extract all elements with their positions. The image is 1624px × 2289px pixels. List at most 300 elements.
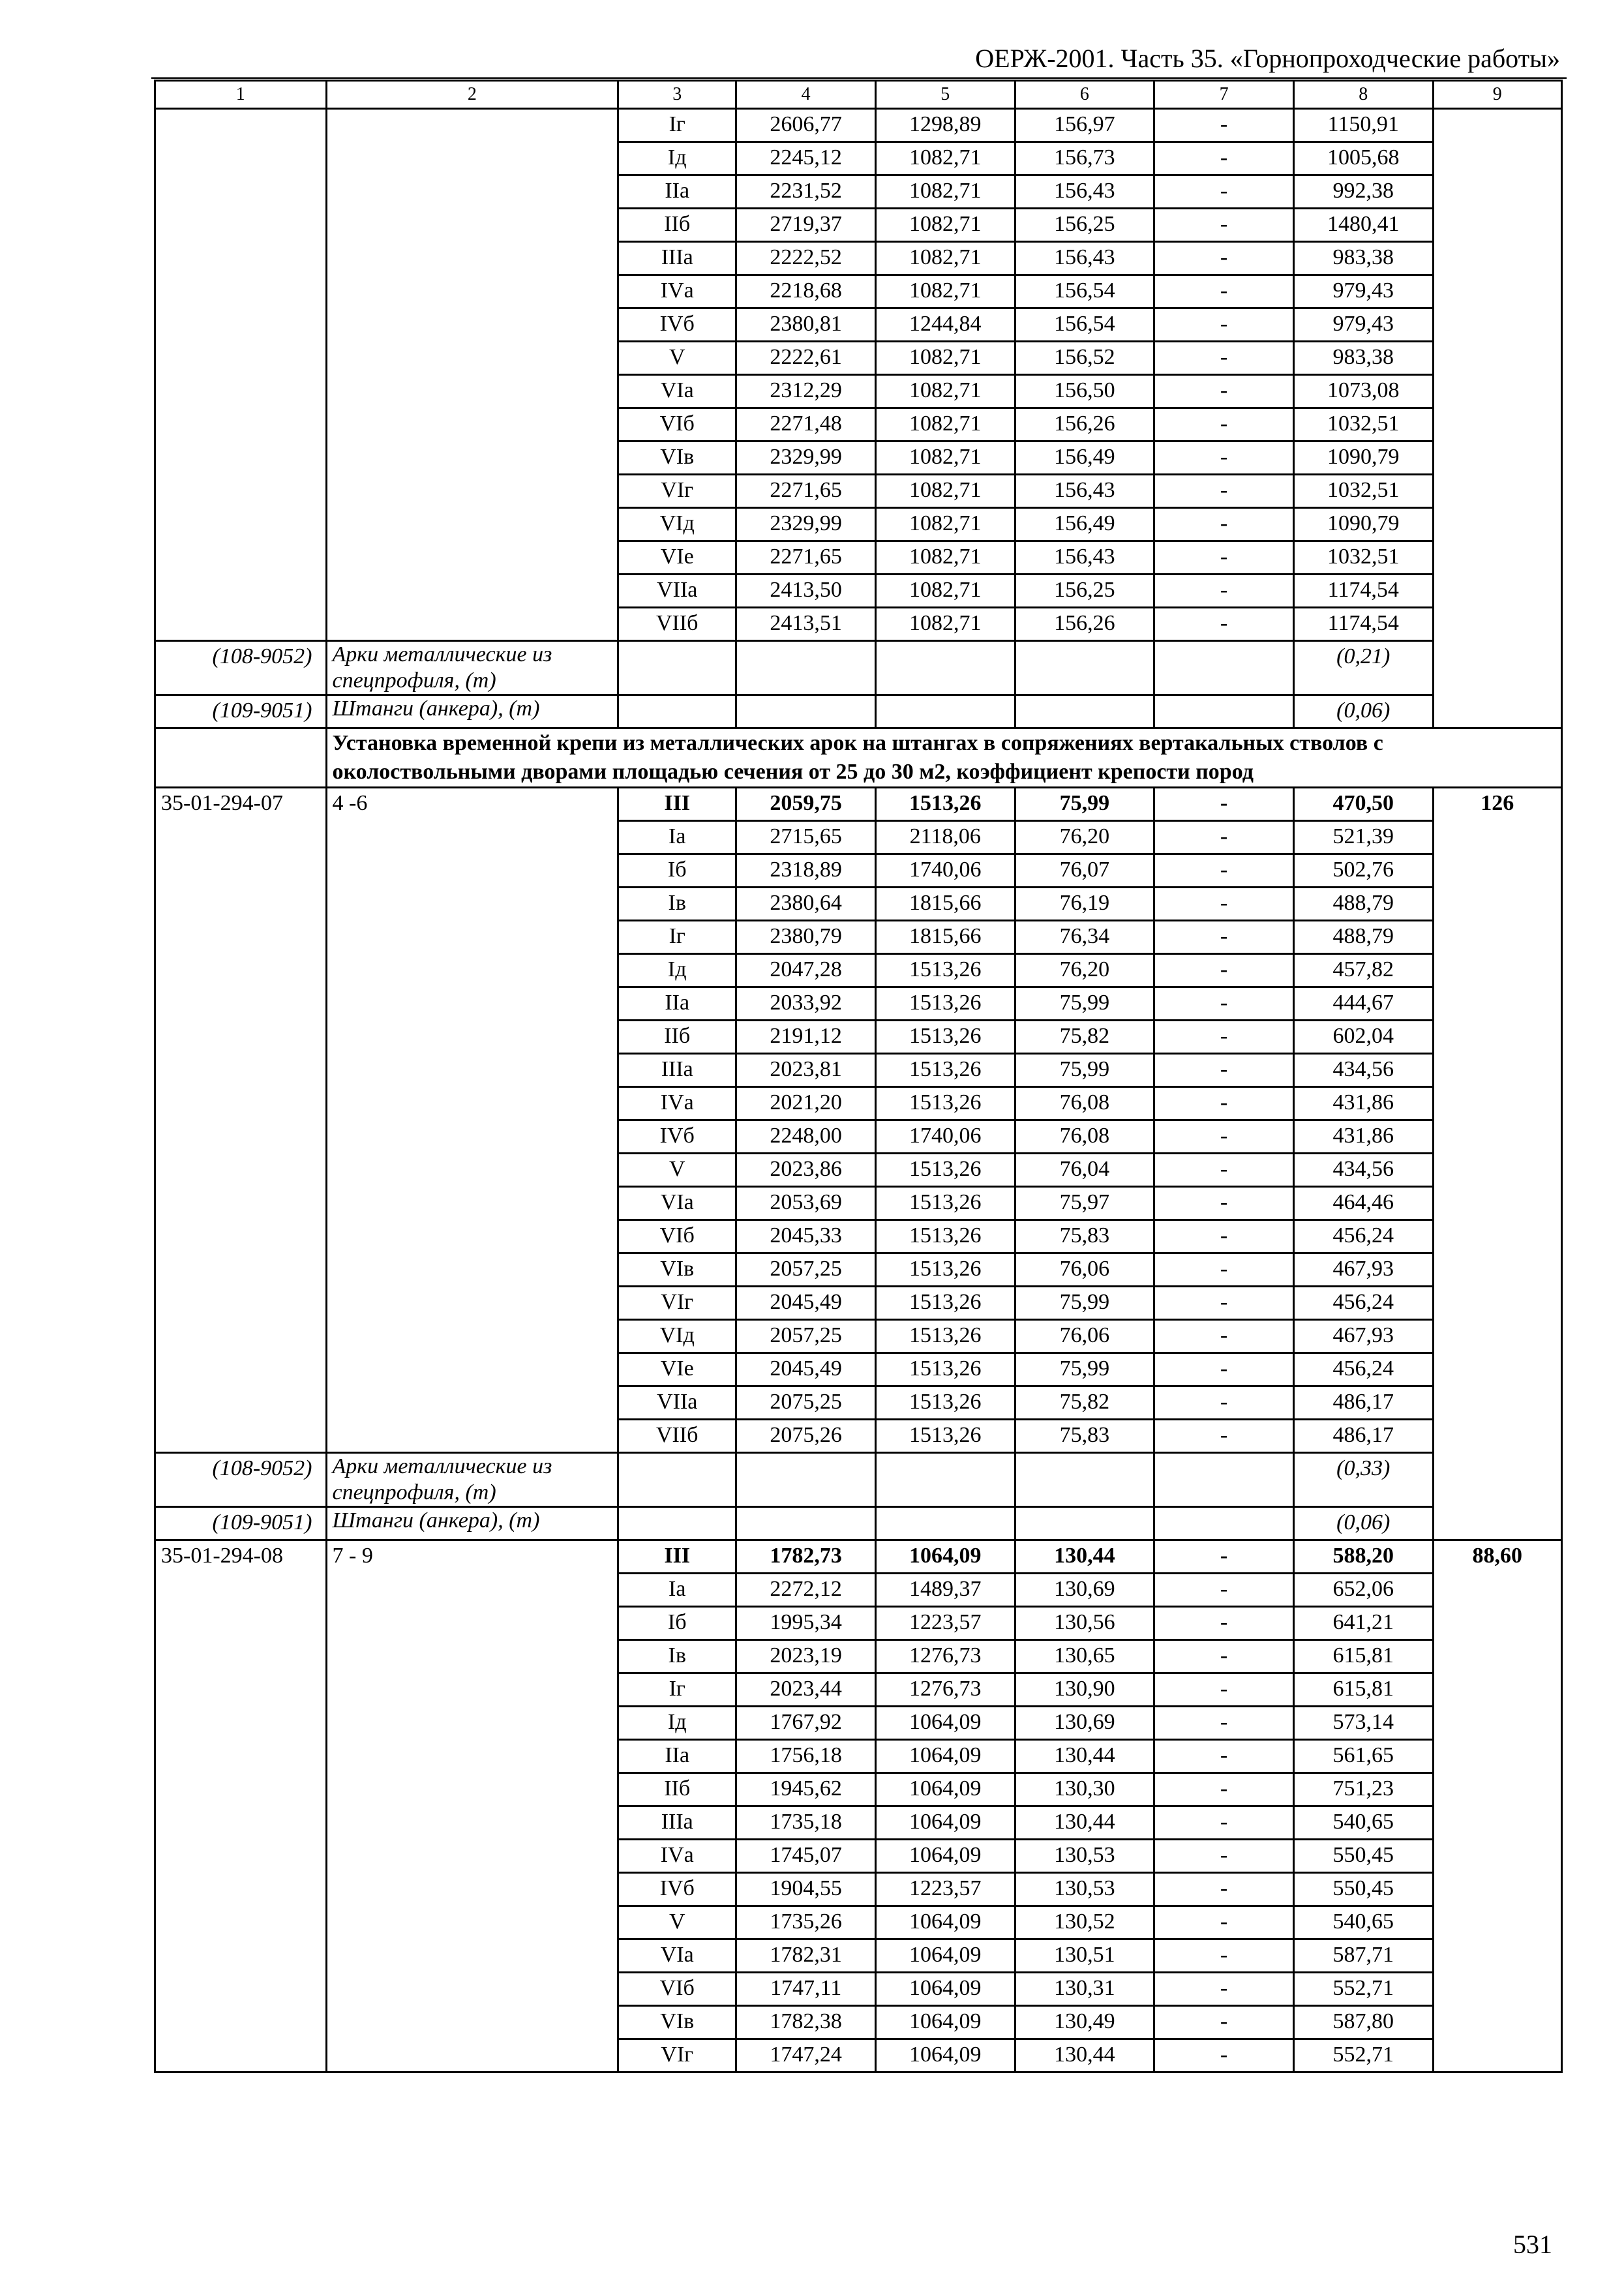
value-cell: 130,44 bbox=[1015, 1740, 1154, 1773]
column-number: 3 bbox=[618, 81, 736, 109]
index-cell: IVб bbox=[618, 1873, 736, 1906]
value-cell: - bbox=[1154, 1386, 1294, 1420]
value-cell: - bbox=[1154, 175, 1294, 209]
value-cell: 615,81 bbox=[1293, 1673, 1433, 1707]
index-cell: Iв bbox=[618, 888, 736, 921]
value-cell: 2380,79 bbox=[736, 921, 876, 954]
column-number: 8 bbox=[1293, 81, 1433, 109]
value-cell: 1082,71 bbox=[875, 508, 1015, 541]
value-cell: 464,46 bbox=[1293, 1187, 1433, 1220]
value-cell: 1513,26 bbox=[875, 788, 1015, 821]
value-cell: 75,83 bbox=[1015, 1420, 1154, 1453]
value-cell: 456,24 bbox=[1293, 1353, 1433, 1386]
col9-cell: 126 bbox=[1433, 788, 1561, 1540]
value-cell: 457,82 bbox=[1293, 954, 1433, 987]
empty-cell bbox=[1015, 641, 1154, 695]
value-cell: 1513,26 bbox=[875, 1420, 1015, 1453]
value-cell: 1945,62 bbox=[736, 1773, 876, 1806]
index-cell: VIд bbox=[618, 508, 736, 541]
value-cell: 1082,71 bbox=[875, 242, 1015, 275]
value-cell: - bbox=[1154, 921, 1294, 954]
value-cell: 488,79 bbox=[1293, 888, 1433, 921]
value-cell: 75,83 bbox=[1015, 1220, 1154, 1253]
empty-cell bbox=[1154, 1507, 1294, 1540]
value-cell: 156,73 bbox=[1015, 142, 1154, 175]
material-value: (0,06) bbox=[1293, 1507, 1433, 1540]
value-cell: 2719,37 bbox=[736, 209, 876, 242]
empty-cell bbox=[875, 1453, 1015, 1507]
value-cell: 130,44 bbox=[1015, 1540, 1154, 1574]
section-title: Установка временной крепи из металлических арок на штангах в сопряжениях вертакальных стволов с околоствольными дворами площадью сечения от 25 до 30 м2, коэффициент крепости пород bbox=[326, 728, 1562, 788]
index-cell: VIг bbox=[618, 2039, 736, 2072]
empty-cell bbox=[736, 641, 876, 695]
material-row bbox=[155, 695, 1562, 728]
index-cell: Iд bbox=[618, 142, 736, 175]
value-cell: 486,17 bbox=[1293, 1386, 1433, 1420]
value-cell: 1276,73 bbox=[875, 1673, 1015, 1707]
value-cell: 76,34 bbox=[1015, 921, 1154, 954]
index-cell: VIб bbox=[618, 1220, 736, 1253]
index-cell: VIе bbox=[618, 541, 736, 575]
value-cell: - bbox=[1154, 475, 1294, 508]
value-cell: 992,38 bbox=[1293, 175, 1433, 209]
index-cell: V bbox=[618, 342, 736, 375]
value-cell: - bbox=[1154, 888, 1294, 921]
value-cell: - bbox=[1154, 1220, 1294, 1253]
value-cell: 540,65 bbox=[1293, 1806, 1433, 1840]
value-cell: 76,04 bbox=[1015, 1154, 1154, 1187]
value-cell: 1745,07 bbox=[736, 1840, 876, 1873]
value-cell: - bbox=[1154, 1873, 1294, 1906]
value-cell: 76,20 bbox=[1015, 954, 1154, 987]
value-cell: 156,26 bbox=[1015, 608, 1154, 641]
index-cell: VIа bbox=[618, 1187, 736, 1220]
value-cell: - bbox=[1154, 1806, 1294, 1840]
value-cell: 2272,12 bbox=[736, 1574, 876, 1607]
value-cell: 1223,57 bbox=[875, 1873, 1015, 1906]
value-cell: 751,23 bbox=[1293, 1773, 1433, 1806]
value-cell: 2329,99 bbox=[736, 441, 876, 475]
value-cell: 75,99 bbox=[1015, 1054, 1154, 1087]
value-cell: - bbox=[1154, 1021, 1294, 1054]
index-cell: IIIа bbox=[618, 1806, 736, 1840]
page-number: 531 bbox=[1513, 2230, 1552, 2259]
value-cell: 456,24 bbox=[1293, 1287, 1433, 1320]
value-cell: 1090,79 bbox=[1293, 441, 1433, 475]
value-cell: - bbox=[1154, 209, 1294, 242]
value-cell: 983,38 bbox=[1293, 342, 1433, 375]
value-cell: 76,06 bbox=[1015, 1253, 1154, 1287]
value-cell: - bbox=[1154, 1640, 1294, 1673]
value-cell: 1082,71 bbox=[875, 209, 1015, 242]
column-number: 7 bbox=[1154, 81, 1294, 109]
value-cell: 130,44 bbox=[1015, 1806, 1154, 1840]
column-number: 5 bbox=[875, 81, 1015, 109]
material-code: (108-9052) bbox=[155, 1453, 327, 1507]
value-cell: 1064,09 bbox=[875, 1740, 1015, 1773]
value-cell: 75,82 bbox=[1015, 1021, 1154, 1054]
value-cell: 1747,11 bbox=[736, 1973, 876, 2006]
value-cell: - bbox=[1154, 275, 1294, 308]
empty-cell bbox=[1015, 1453, 1154, 1507]
empty-cell bbox=[1154, 695, 1294, 728]
index-cell: VIб bbox=[618, 1973, 736, 2006]
value-cell: 2218,68 bbox=[736, 275, 876, 308]
value-cell: 2023,81 bbox=[736, 1054, 876, 1087]
index-cell: IVб bbox=[618, 1120, 736, 1154]
value-cell: - bbox=[1154, 2006, 1294, 2039]
value-cell: 1735,26 bbox=[736, 1906, 876, 1939]
value-cell: 2059,75 bbox=[736, 788, 876, 821]
value-cell: 1276,73 bbox=[875, 1640, 1015, 1673]
value-cell: - bbox=[1154, 508, 1294, 541]
value-cell: 130,49 bbox=[1015, 2006, 1154, 2039]
value-cell: 1082,71 bbox=[875, 608, 1015, 641]
value-cell: 130,53 bbox=[1015, 1873, 1154, 1906]
value-cell: - bbox=[1154, 1540, 1294, 1574]
index-cell: VIе bbox=[618, 1353, 736, 1386]
col9-cell bbox=[1433, 109, 1561, 728]
description-cell bbox=[326, 109, 618, 641]
empty-cell bbox=[618, 1453, 736, 1507]
value-cell: 2318,89 bbox=[736, 854, 876, 888]
value-cell: 156,49 bbox=[1015, 508, 1154, 541]
index-cell: IIIа bbox=[618, 242, 736, 275]
code-cell bbox=[155, 109, 327, 641]
value-cell: - bbox=[1154, 1939, 1294, 1973]
value-cell: 1740,06 bbox=[875, 1120, 1015, 1154]
value-cell: - bbox=[1154, 1120, 1294, 1154]
value-cell: - bbox=[1154, 1973, 1294, 2006]
value-cell: 75,82 bbox=[1015, 1386, 1154, 1420]
value-cell: 1747,24 bbox=[736, 2039, 876, 2072]
value-cell: 1064,09 bbox=[875, 1973, 1015, 2006]
value-cell: 1815,66 bbox=[875, 888, 1015, 921]
material-name: Арки металлические из спецпрофиля, (т) bbox=[326, 1453, 618, 1507]
value-cell: 2606,77 bbox=[736, 109, 876, 142]
col9-cell: 88,60 bbox=[1433, 1540, 1561, 2072]
material-code: (109-9051) bbox=[155, 1507, 327, 1540]
value-cell: 1782,73 bbox=[736, 1540, 876, 1574]
value-cell: 2057,25 bbox=[736, 1320, 876, 1353]
value-cell: 156,50 bbox=[1015, 375, 1154, 408]
value-cell: - bbox=[1154, 1607, 1294, 1640]
column-number: 4 bbox=[736, 81, 876, 109]
empty-cell bbox=[1154, 1453, 1294, 1507]
value-cell: 550,45 bbox=[1293, 1873, 1433, 1906]
value-cell: 488,79 bbox=[1293, 921, 1433, 954]
value-cell: 76,08 bbox=[1015, 1087, 1154, 1120]
value-cell: 156,54 bbox=[1015, 275, 1154, 308]
value-cell: - bbox=[1154, 1840, 1294, 1873]
value-cell: 130,52 bbox=[1015, 1906, 1154, 1939]
value-cell: 130,30 bbox=[1015, 1773, 1154, 1806]
index-cell: III bbox=[618, 1540, 736, 1574]
value-cell: 521,39 bbox=[1293, 821, 1433, 854]
index-cell: IIа bbox=[618, 175, 736, 209]
value-cell: 2271,48 bbox=[736, 408, 876, 441]
value-cell: 2271,65 bbox=[736, 541, 876, 575]
value-cell: 2245,12 bbox=[736, 142, 876, 175]
column-number: 1 bbox=[155, 81, 327, 109]
value-cell: 1005,68 bbox=[1293, 142, 1433, 175]
value-cell: 156,43 bbox=[1015, 175, 1154, 209]
value-cell: 2033,92 bbox=[736, 987, 876, 1021]
value-cell: - bbox=[1154, 1574, 1294, 1607]
value-cell: 130,69 bbox=[1015, 1574, 1154, 1607]
value-cell: 434,56 bbox=[1293, 1054, 1433, 1087]
value-cell: 156,43 bbox=[1015, 242, 1154, 275]
value-cell: 130,69 bbox=[1015, 1707, 1154, 1740]
value-cell: 1032,51 bbox=[1293, 408, 1433, 441]
value-cell: 1513,26 bbox=[875, 1087, 1015, 1120]
value-cell: 1815,66 bbox=[875, 921, 1015, 954]
value-cell: 1513,26 bbox=[875, 987, 1015, 1021]
value-cell: - bbox=[1154, 1287, 1294, 1320]
value-cell: 1064,09 bbox=[875, 2039, 1015, 2072]
value-cell: 588,20 bbox=[1293, 1540, 1433, 1574]
value-cell: 979,43 bbox=[1293, 308, 1433, 342]
value-cell: - bbox=[1154, 608, 1294, 641]
material-value: (0,21) bbox=[1293, 641, 1433, 695]
index-cell: V bbox=[618, 1154, 736, 1187]
index-cell: VIIа bbox=[618, 1386, 736, 1420]
material-code: (109-9051) bbox=[155, 695, 327, 728]
value-cell: 561,65 bbox=[1293, 1740, 1433, 1773]
value-cell: 1032,51 bbox=[1293, 541, 1433, 575]
value-cell: 1174,54 bbox=[1293, 575, 1433, 608]
value-cell: 1174,54 bbox=[1293, 608, 1433, 641]
index-cell: IVа bbox=[618, 1840, 736, 1873]
page-header bbox=[151, 40, 1567, 79]
value-cell: 2118,06 bbox=[875, 821, 1015, 854]
value-cell: 1082,71 bbox=[875, 275, 1015, 308]
index-cell: Iг bbox=[618, 921, 736, 954]
column-number-row bbox=[155, 81, 1562, 109]
value-cell: 1064,09 bbox=[875, 1840, 1015, 1873]
value-cell: 641,21 bbox=[1293, 1607, 1433, 1640]
empty-cell bbox=[736, 1507, 876, 1540]
index-cell: Iг bbox=[618, 1673, 736, 1707]
value-cell: - bbox=[1154, 788, 1294, 821]
value-cell: 652,06 bbox=[1293, 1574, 1433, 1607]
index-cell: Iг bbox=[618, 109, 736, 142]
value-cell: - bbox=[1154, 1707, 1294, 1740]
value-cell: 2222,52 bbox=[736, 242, 876, 275]
value-cell: 2023,86 bbox=[736, 1154, 876, 1187]
value-cell: 76,08 bbox=[1015, 1120, 1154, 1154]
value-cell: 1064,09 bbox=[875, 1806, 1015, 1840]
value-cell: 2075,26 bbox=[736, 1420, 876, 1453]
material-row bbox=[155, 1507, 1562, 1540]
value-cell: 2413,51 bbox=[736, 608, 876, 641]
value-cell: 2023,19 bbox=[736, 1640, 876, 1673]
index-cell: IIб bbox=[618, 1021, 736, 1054]
empty-cell bbox=[875, 695, 1015, 728]
value-cell: 75,99 bbox=[1015, 788, 1154, 821]
value-cell: 1223,57 bbox=[875, 1607, 1015, 1640]
value-cell: 1082,71 bbox=[875, 575, 1015, 608]
value-cell: 76,19 bbox=[1015, 888, 1154, 921]
value-cell: - bbox=[1154, 854, 1294, 888]
material-row bbox=[155, 641, 1562, 695]
value-cell: 486,17 bbox=[1293, 1420, 1433, 1453]
hardness-cell: 7 - 9 bbox=[326, 1540, 618, 2072]
index-cell: VIIа bbox=[618, 575, 736, 608]
value-cell: 2231,52 bbox=[736, 175, 876, 209]
value-cell: 552,71 bbox=[1293, 2039, 1433, 2072]
value-cell: - bbox=[1154, 987, 1294, 1021]
value-cell: 2312,29 bbox=[736, 375, 876, 408]
value-cell: 587,80 bbox=[1293, 2006, 1433, 2039]
value-cell: - bbox=[1154, 1320, 1294, 1353]
value-cell: 2329,99 bbox=[736, 508, 876, 541]
index-cell: Iд bbox=[618, 1707, 736, 1740]
index-cell: IIа bbox=[618, 987, 736, 1021]
value-cell: 1032,51 bbox=[1293, 475, 1433, 508]
value-cell: 1064,09 bbox=[875, 1707, 1015, 1740]
value-cell: 1082,71 bbox=[875, 142, 1015, 175]
value-cell: 156,49 bbox=[1015, 441, 1154, 475]
value-cell: 76,07 bbox=[1015, 854, 1154, 888]
value-cell: 540,65 bbox=[1293, 1906, 1433, 1939]
value-cell: 156,25 bbox=[1015, 209, 1154, 242]
index-cell: IIб bbox=[618, 1773, 736, 1806]
value-cell: 2222,61 bbox=[736, 342, 876, 375]
index-cell: Iб bbox=[618, 1607, 736, 1640]
material-row bbox=[155, 1453, 1562, 1507]
table-row-main bbox=[155, 788, 1562, 821]
value-cell: - bbox=[1154, 1253, 1294, 1287]
index-cell: Iд bbox=[618, 954, 736, 987]
value-cell: 2380,81 bbox=[736, 308, 876, 342]
index-cell: VIIб bbox=[618, 1420, 736, 1453]
material-code: (108-9052) bbox=[155, 641, 327, 695]
value-cell: - bbox=[1154, 308, 1294, 342]
value-cell: 1995,34 bbox=[736, 1607, 876, 1640]
value-cell: - bbox=[1154, 1054, 1294, 1087]
index-cell: Iа bbox=[618, 821, 736, 854]
value-cell: 573,14 bbox=[1293, 1707, 1433, 1740]
value-cell: - bbox=[1154, 375, 1294, 408]
empty-cell bbox=[618, 695, 736, 728]
value-cell: 1064,09 bbox=[875, 1939, 1015, 1973]
value-cell: - bbox=[1154, 142, 1294, 175]
value-cell: 602,04 bbox=[1293, 1021, 1433, 1054]
value-cell: 156,52 bbox=[1015, 342, 1154, 375]
index-cell: VIд bbox=[618, 1320, 736, 1353]
value-cell: 1740,06 bbox=[875, 854, 1015, 888]
value-cell: 2271,65 bbox=[736, 475, 876, 508]
value-cell: 1513,26 bbox=[875, 954, 1015, 987]
table-row-main bbox=[155, 1540, 1562, 1574]
index-cell: IVа bbox=[618, 275, 736, 308]
index-cell: VIв bbox=[618, 441, 736, 475]
material-name: Штанги (анкера), (т) bbox=[326, 695, 618, 728]
value-cell: 156,43 bbox=[1015, 475, 1154, 508]
value-cell: 1513,26 bbox=[875, 1386, 1015, 1420]
empty-cell bbox=[875, 1507, 1015, 1540]
value-cell: - bbox=[1154, 1420, 1294, 1453]
value-cell: 1082,71 bbox=[875, 475, 1015, 508]
value-cell: 156,54 bbox=[1015, 308, 1154, 342]
value-cell: 1489,37 bbox=[875, 1574, 1015, 1607]
value-cell: 2248,00 bbox=[736, 1120, 876, 1154]
value-cell: 156,25 bbox=[1015, 575, 1154, 608]
empty-cell bbox=[736, 1453, 876, 1507]
value-cell: - bbox=[1154, 1353, 1294, 1386]
value-cell: 1064,09 bbox=[875, 1906, 1015, 1939]
material-value: (0,33) bbox=[1293, 1453, 1433, 1507]
value-cell: 456,24 bbox=[1293, 1220, 1433, 1253]
index-cell: Iв bbox=[618, 1640, 736, 1673]
value-cell: 75,99 bbox=[1015, 1353, 1154, 1386]
value-cell: 130,65 bbox=[1015, 1640, 1154, 1673]
value-cell: - bbox=[1154, 1673, 1294, 1707]
value-cell: - bbox=[1154, 242, 1294, 275]
index-cell: IIа bbox=[618, 1740, 736, 1773]
index-cell: III bbox=[618, 788, 736, 821]
empty-cell bbox=[875, 641, 1015, 695]
value-cell: 1073,08 bbox=[1293, 375, 1433, 408]
value-cell: 2191,12 bbox=[736, 1021, 876, 1054]
value-cell: 75,99 bbox=[1015, 1287, 1154, 1320]
value-cell: 502,76 bbox=[1293, 854, 1433, 888]
value-cell: 2045,49 bbox=[736, 1353, 876, 1386]
value-cell: 1513,26 bbox=[875, 1187, 1015, 1220]
value-cell: 1082,71 bbox=[875, 175, 1015, 209]
index-cell: VIIб bbox=[618, 608, 736, 641]
value-cell: 75,99 bbox=[1015, 987, 1154, 1021]
index-cell: VIг bbox=[618, 475, 736, 508]
value-cell: 1735,18 bbox=[736, 1806, 876, 1840]
index-cell: VIг bbox=[618, 1287, 736, 1320]
value-cell: - bbox=[1154, 954, 1294, 987]
value-cell: - bbox=[1154, 1187, 1294, 1220]
value-cell: 1513,26 bbox=[875, 1154, 1015, 1187]
value-cell: 1244,84 bbox=[875, 308, 1015, 342]
index-cell: IVа bbox=[618, 1087, 736, 1120]
value-cell: 467,93 bbox=[1293, 1253, 1433, 1287]
value-cell: 434,56 bbox=[1293, 1154, 1433, 1187]
material-name: Штанги (анкера), (т) bbox=[326, 1507, 618, 1540]
index-cell: VIв bbox=[618, 1253, 736, 1287]
value-cell: 1513,26 bbox=[875, 1021, 1015, 1054]
value-cell: 1082,71 bbox=[875, 441, 1015, 475]
value-cell: 1513,26 bbox=[875, 1253, 1015, 1287]
value-cell: 2045,49 bbox=[736, 1287, 876, 1320]
value-cell: 550,45 bbox=[1293, 1840, 1433, 1873]
material-name: Арки металлические из спецпрофиля, (т) bbox=[326, 641, 618, 695]
value-cell: 130,53 bbox=[1015, 1840, 1154, 1873]
value-cell: - bbox=[1154, 109, 1294, 142]
value-cell: 1082,71 bbox=[875, 375, 1015, 408]
value-cell: 467,93 bbox=[1293, 1320, 1433, 1353]
value-cell: 1064,09 bbox=[875, 2006, 1015, 2039]
value-cell: 1090,79 bbox=[1293, 508, 1433, 541]
value-cell: 1064,09 bbox=[875, 1540, 1015, 1574]
value-cell: - bbox=[1154, 1154, 1294, 1187]
value-cell: 1513,26 bbox=[875, 1287, 1015, 1320]
value-cell: - bbox=[1154, 1087, 1294, 1120]
value-cell: - bbox=[1154, 541, 1294, 575]
value-cell: 2715,65 bbox=[736, 821, 876, 854]
value-cell: 76,06 bbox=[1015, 1320, 1154, 1353]
value-cell: 130,56 bbox=[1015, 1607, 1154, 1640]
column-number: 6 bbox=[1015, 81, 1154, 109]
value-cell: 2053,69 bbox=[736, 1187, 876, 1220]
value-cell: - bbox=[1154, 441, 1294, 475]
